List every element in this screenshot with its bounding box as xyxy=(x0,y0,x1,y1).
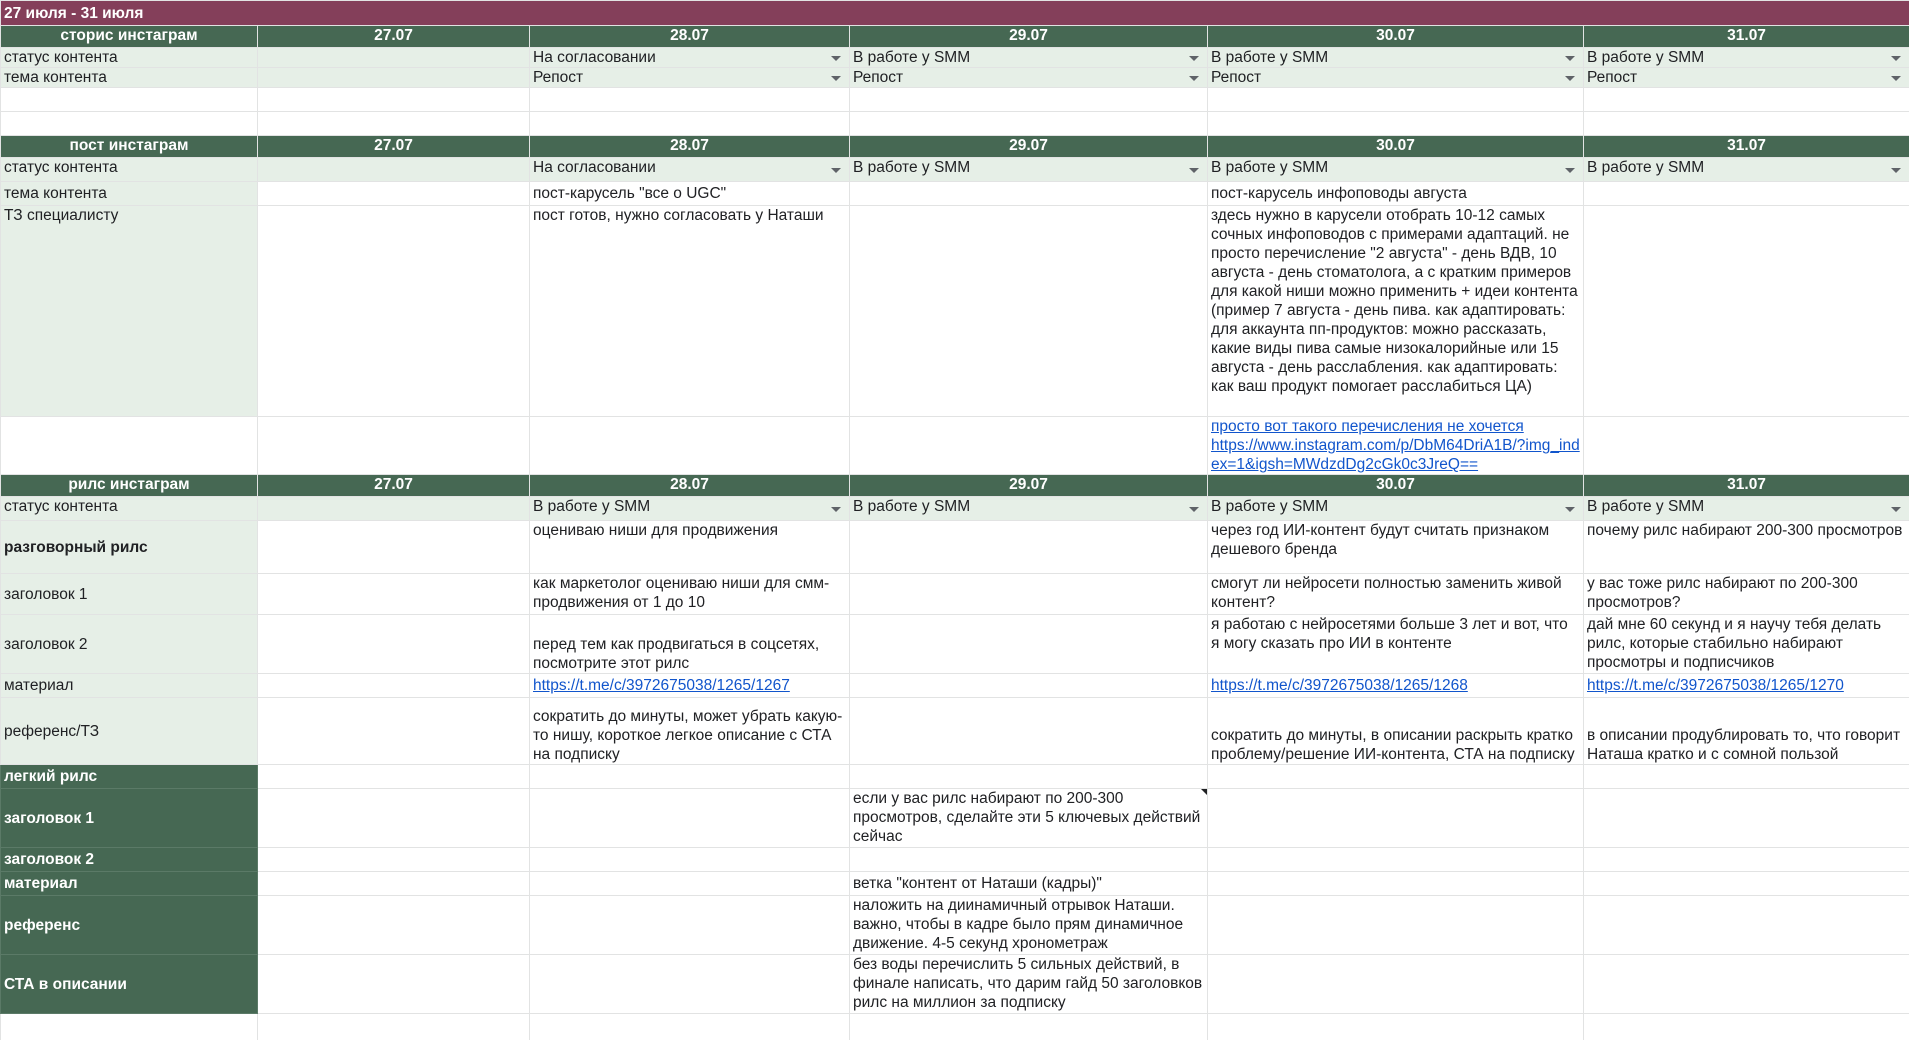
topic-cell[interactable]: пост-карусель "все о UGC" xyxy=(530,182,850,206)
triangle-down-icon[interactable] xyxy=(831,76,841,81)
headline-cell[interactable]: перед тем как продвигаться в соцсетях, посмотрите этот рилс xyxy=(530,615,850,674)
material-cell[interactable] xyxy=(1208,674,1584,698)
triangle-down-icon[interactable] xyxy=(1891,168,1901,173)
empty-cell[interactable] xyxy=(1584,417,1909,475)
cta-cell[interactable] xyxy=(530,955,850,1014)
material-cell[interactable] xyxy=(1208,872,1584,896)
headline-cell[interactable] xyxy=(258,615,530,674)
date-cell[interactable]: 28.07 xyxy=(530,26,850,48)
row-label[interactable]: ТЗ специалисту xyxy=(1,206,258,417)
status-value: В работе у SMM xyxy=(533,498,651,515)
light-reels-section-label[interactable]: легкий рилс xyxy=(1,765,258,789)
empty-cell[interactable] xyxy=(1208,88,1584,112)
empty-cell[interactable] xyxy=(850,88,1208,112)
material-cell[interactable] xyxy=(530,872,850,896)
status-value: В работе у SMM xyxy=(853,159,971,176)
topic-dropdown[interactable] xyxy=(850,68,1208,88)
headline-cell[interactable] xyxy=(1208,848,1584,872)
row-label[interactable]: заголовок 1 xyxy=(1,574,258,615)
topic-cell[interactable] xyxy=(258,68,530,88)
empty-cell[interactable] xyxy=(1584,88,1909,112)
stories-topic-row xyxy=(1,68,1909,88)
ref-cell[interactable]: в описании продублировать то, что говорит Наташа кратко и с сомной пользой xyxy=(1584,698,1909,765)
empty-cell[interactable] xyxy=(850,417,1208,475)
empty-cell[interactable] xyxy=(530,88,850,112)
reels-h1-row xyxy=(1,574,1909,615)
status-dropdown[interactable] xyxy=(530,48,850,68)
empty-row xyxy=(1,1014,1909,1040)
status-value: В работе у SMM xyxy=(1587,498,1705,515)
empty-cell[interactable] xyxy=(258,112,530,136)
headline-cell[interactable] xyxy=(1584,789,1909,848)
post-status-row xyxy=(1,158,1909,182)
cta-cell[interactable]: без воды перечислить 5 сильных действий, в финале написать, что дарим гайд 50 заголовков рилс на миллион за подписку xyxy=(850,955,1208,1014)
headline-value: если у вас рилс набирают по 200-300 просмотров, сделайте эти 5 ключевых действий сейчас xyxy=(853,790,1201,845)
empty-cell[interactable] xyxy=(258,1014,530,1040)
ref-cell[interactable]: сократить до минуты, может убрать какую-то нишу, короткое легкое описание с СТА на подписку xyxy=(530,698,850,765)
talk-cell[interactable]: почему рилс набирают 200-300 просмотров xyxy=(1584,521,1909,574)
talk-cell[interactable] xyxy=(850,521,1208,574)
status-value: В работе у SMM xyxy=(1587,159,1705,176)
triangle-down-icon[interactable] xyxy=(1189,56,1199,61)
row-label[interactable]: тема контента xyxy=(1,182,258,206)
status-value: В работе у SMM xyxy=(1211,49,1329,66)
empty-cell[interactable] xyxy=(1208,112,1584,136)
material-cell[interactable] xyxy=(530,674,850,698)
status-cell[interactable] xyxy=(258,48,530,68)
row-label[interactable]: материал xyxy=(1,674,258,698)
status-value: На согласовании xyxy=(533,49,656,66)
row-label[interactable]: заголовок 2 xyxy=(1,615,258,674)
week-range-title[interactable]: 27 июля - 31 июля xyxy=(1,1,1909,26)
date-cell[interactable]: 30.07 xyxy=(1208,475,1584,497)
headline-cell[interactable] xyxy=(850,615,1208,674)
date-cell[interactable]: 31.07 xyxy=(1584,136,1909,158)
topic-cell[interactable]: пост-карусель инфоповоды августа xyxy=(1208,182,1584,206)
headline-cell[interactable] xyxy=(1208,789,1584,848)
status-dropdown[interactable] xyxy=(1584,497,1909,521)
topic-value: Репост xyxy=(1587,69,1638,86)
empty-cell[interactable] xyxy=(530,112,850,136)
date-cell[interactable]: 30.07 xyxy=(1208,136,1584,158)
headline-cell[interactable]: смогут ли нейросети полностью заменить живой контент? xyxy=(1208,574,1584,615)
material-link[interactable]: https://t.me/c/3972675038/1265/1267 xyxy=(533,677,790,694)
tz-cell[interactable]: здесь нужно в карусели отобрать 10-12 самых сочных инфоповодов с примерами адаптаций. не просто перечисление "2 августа" - день ВДВ, 10 августа - день стоматолога, а с кратким примеров для какой ниши можно применить + идеи контента (пример 7 августа - день пива. как адаптировать: для аккаунта пп-продуктов: можно рассказать, какие виды пива самые низокалорийные или 15 августа - день расслабления. как адаптировать: как ваш продукт помогает расслабиться ЦА) xyxy=(1208,206,1584,417)
post-reference-row xyxy=(1,417,1909,475)
empty-cell[interactable] xyxy=(258,88,530,112)
post-topic-row xyxy=(1,182,1909,206)
date-cell[interactable]: 27.07 xyxy=(258,26,530,48)
headline-cell[interactable] xyxy=(850,848,1208,872)
topic-dropdown[interactable] xyxy=(1208,68,1584,88)
stories-status-row xyxy=(1,48,1909,68)
row-label[interactable]: заголовок 2 xyxy=(1,848,258,872)
status-value: В работе у SMM xyxy=(1211,159,1329,176)
material-cell[interactable] xyxy=(258,674,530,698)
headline-cell[interactable] xyxy=(1584,848,1909,872)
row-label[interactable]: заголовок 1 xyxy=(1,789,258,848)
date-cell[interactable]: 31.07 xyxy=(1584,26,1909,48)
tz-cell[interactable]: пост готов, нужно согласовать у Наташи xyxy=(530,206,850,417)
triangle-down-icon[interactable] xyxy=(1565,76,1575,81)
empty-cell[interactable] xyxy=(1,112,258,136)
reels-material-row xyxy=(1,674,1909,698)
triangle-down-icon[interactable] xyxy=(831,168,841,173)
status-dropdown[interactable] xyxy=(1584,48,1909,68)
empty-cell[interactable] xyxy=(850,112,1208,136)
empty-cell[interactable] xyxy=(258,417,530,475)
status-value: В работе у SMM xyxy=(853,49,971,66)
headline-cell[interactable]: дай мне 60 секунд и я научу тебя делать рилс, которые стабильно набирают просмотры и подписчиков xyxy=(1584,615,1909,674)
topic-cell[interactable] xyxy=(258,182,530,206)
triangle-down-icon[interactable] xyxy=(831,507,841,512)
material-link[interactable]: https://t.me/c/3972675038/1265/1268 xyxy=(1211,677,1468,694)
headline-cell[interactable] xyxy=(850,789,1208,848)
ref-cell[interactable]: сократить до минуты, в описании раскрыть кратко проблему/решение ИИ-контента, СТА на подписку xyxy=(1208,698,1584,765)
topic-cell[interactable] xyxy=(1584,182,1909,206)
tz-cell[interactable] xyxy=(1584,206,1909,417)
headline-cell[interactable] xyxy=(258,789,530,848)
status-dropdown[interactable] xyxy=(1584,158,1909,182)
comment-marker-icon[interactable] xyxy=(1201,789,1207,795)
triangle-down-icon[interactable] xyxy=(1189,507,1199,512)
triangle-down-icon[interactable] xyxy=(1891,56,1901,61)
triangle-down-icon[interactable] xyxy=(831,56,841,61)
row-label[interactable]: референс xyxy=(1,896,258,955)
row-label[interactable]: статус контента xyxy=(1,497,258,521)
empty-cell[interactable] xyxy=(1208,1014,1584,1040)
headline-cell[interactable] xyxy=(258,574,530,615)
post-header-row xyxy=(1,136,1909,158)
tz-cell[interactable] xyxy=(258,206,530,417)
empty-cell[interactable] xyxy=(530,765,850,789)
status-value: В работе у SMM xyxy=(1587,49,1705,66)
tz-cell[interactable] xyxy=(850,206,1208,417)
status-dropdown[interactable] xyxy=(530,158,850,182)
topic-value: Репост xyxy=(853,69,904,86)
ref-cell[interactable] xyxy=(258,896,530,955)
date-cell[interactable]: 29.07 xyxy=(850,136,1208,158)
date-cell[interactable]: 29.07 xyxy=(850,475,1208,497)
headline-cell[interactable] xyxy=(530,848,850,872)
reels-ref-row xyxy=(1,698,1909,765)
empty-cell[interactable] xyxy=(1584,1014,1909,1040)
empty-cell[interactable] xyxy=(530,417,850,475)
light-h1-row xyxy=(1,789,1909,848)
triangle-down-icon[interactable] xyxy=(1891,76,1901,81)
status-value: В работе у SMM xyxy=(1211,498,1329,515)
material-cell[interactable] xyxy=(258,872,530,896)
talk-cell[interactable]: оцениваю ниши для продвижения xyxy=(530,521,850,574)
status-dropdown[interactable] xyxy=(850,497,1208,521)
light-material-row xyxy=(1,872,1909,896)
talk-cell[interactable] xyxy=(258,521,530,574)
cta-cell[interactable] xyxy=(1208,955,1584,1014)
headline-cell[interactable]: как маркетолог оцениваю ниши для смм-продвижения от 1 до 10 xyxy=(530,574,850,615)
cta-cell[interactable] xyxy=(1584,955,1909,1014)
post-section-label[interactable]: пост инстаграм xyxy=(1,136,258,158)
reference-link-url[interactable]: https://www.instagram.com/p/DbM64DriA1B/?img_index=1&igsh=MWdzdDg2cGk0c3JreQ== xyxy=(1211,437,1580,473)
topic-cell[interactable] xyxy=(850,182,1208,206)
reels-status-row xyxy=(1,497,1909,521)
reels-header-row xyxy=(1,475,1909,497)
triangle-down-icon[interactable] xyxy=(1565,168,1575,173)
status-dropdown[interactable] xyxy=(850,158,1208,182)
date-cell[interactable]: 29.07 xyxy=(850,26,1208,48)
headline-cell[interactable] xyxy=(258,848,530,872)
cta-cell[interactable] xyxy=(258,955,530,1014)
light-cta-row xyxy=(1,955,1909,1014)
status-dropdown[interactable] xyxy=(850,48,1208,68)
empty-cell[interactable] xyxy=(258,765,530,789)
material-cell[interactable] xyxy=(1584,872,1909,896)
ref-cell[interactable] xyxy=(850,698,1208,765)
triangle-down-icon[interactable] xyxy=(1189,76,1199,81)
light-h2-row xyxy=(1,848,1909,872)
empty-row xyxy=(1,112,1909,136)
light-ref-row xyxy=(1,896,1909,955)
row-label[interactable]: тема контента xyxy=(1,68,258,88)
row-label[interactable]: СТА в описании xyxy=(1,955,258,1014)
material-cell[interactable] xyxy=(1584,674,1909,698)
headline-cell[interactable] xyxy=(530,789,850,848)
empty-cell[interactable] xyxy=(1584,112,1909,136)
topic-value: Репост xyxy=(533,69,584,86)
ref-cell[interactable] xyxy=(530,896,850,955)
stories-header-row xyxy=(1,26,1909,48)
date-cell[interactable]: 30.07 xyxy=(1208,26,1584,48)
status-cell[interactable] xyxy=(258,158,530,182)
empty-cell[interactable] xyxy=(1,1014,258,1040)
row-label[interactable]: статус контента xyxy=(1,48,258,68)
ref-cell[interactable] xyxy=(1208,896,1584,955)
row-label[interactable]: материал xyxy=(1,872,258,896)
status-dropdown[interactable] xyxy=(530,497,850,521)
row-label[interactable]: разговорный рилс xyxy=(1,521,258,574)
status-value: В работе у SMM xyxy=(853,498,971,515)
date-cell[interactable]: 28.07 xyxy=(530,136,850,158)
light-reels-row xyxy=(1,765,1909,789)
triangle-down-icon[interactable] xyxy=(1565,507,1575,512)
triangle-down-icon[interactable] xyxy=(1189,168,1199,173)
triangle-down-icon[interactable] xyxy=(1891,507,1901,512)
empty-cell[interactable] xyxy=(850,1014,1208,1040)
topic-dropdown[interactable] xyxy=(530,68,850,88)
status-dropdown[interactable] xyxy=(1208,497,1584,521)
empty-cell[interactable] xyxy=(1584,765,1909,789)
status-dropdown[interactable] xyxy=(1208,158,1584,182)
ref-cell[interactable]: наложить на диинамичный отрывок Наташи. важно, чтобы в кадре было прям динамичное движение. 4-5 секунд хронометраж xyxy=(850,896,1208,955)
date-cell[interactable]: 31.07 xyxy=(1584,475,1909,497)
empty-cell[interactable] xyxy=(530,1014,850,1040)
ref-cell[interactable] xyxy=(1584,896,1909,955)
reference-link-text[interactable]: просто вот такого перечисления не хочется xyxy=(1211,418,1524,435)
reels-section-label[interactable]: рилс инстаграм xyxy=(1,475,258,497)
material-cell[interactable]: ветка "контент от Наташи (кадры)" xyxy=(850,872,1208,896)
topic-value: Репост xyxy=(1211,69,1262,86)
post-tz-row xyxy=(1,206,1909,417)
empty-cell[interactable] xyxy=(1208,765,1584,789)
status-cell[interactable] xyxy=(258,497,530,521)
headline-cell[interactable]: у вас тоже рилс набирают по 200-300 просмотров? xyxy=(1584,574,1909,615)
reels-h2-row xyxy=(1,615,1909,674)
empty-cell[interactable] xyxy=(1,88,258,112)
reels-talk-row xyxy=(1,521,1909,574)
ref-cell[interactable] xyxy=(258,698,530,765)
material-cell[interactable] xyxy=(850,674,1208,698)
talk-cell[interactable]: через год ИИ-контент будут считать признаком дешевого бренда xyxy=(1208,521,1584,574)
headline-cell[interactable]: я работаю с нейросетями больше 3 лет и вот, что я могу сказать про ИИ в контенте xyxy=(1208,615,1584,674)
status-value: На согласовании xyxy=(533,159,656,176)
stories-section-label[interactable]: сторис инстаграм xyxy=(1,26,258,48)
date-cell[interactable]: 28.07 xyxy=(530,475,850,497)
row-label[interactable]: референс/ТЗ xyxy=(1,698,258,765)
date-cell[interactable]: 27.07 xyxy=(258,136,530,158)
empty-row xyxy=(1,88,1909,112)
reference-cell[interactable] xyxy=(1208,417,1584,475)
empty-cell[interactable] xyxy=(1,417,258,475)
date-cell[interactable]: 27.07 xyxy=(258,475,530,497)
material-link[interactable]: https://t.me/c/3972675038/1265/1270 xyxy=(1587,677,1844,694)
headline-cell[interactable] xyxy=(850,574,1208,615)
row-label[interactable]: статус контента xyxy=(1,158,258,182)
status-dropdown[interactable] xyxy=(1208,48,1584,68)
topic-dropdown[interactable] xyxy=(1584,68,1909,88)
triangle-down-icon[interactable] xyxy=(1565,56,1575,61)
empty-cell[interactable] xyxy=(850,765,1208,789)
